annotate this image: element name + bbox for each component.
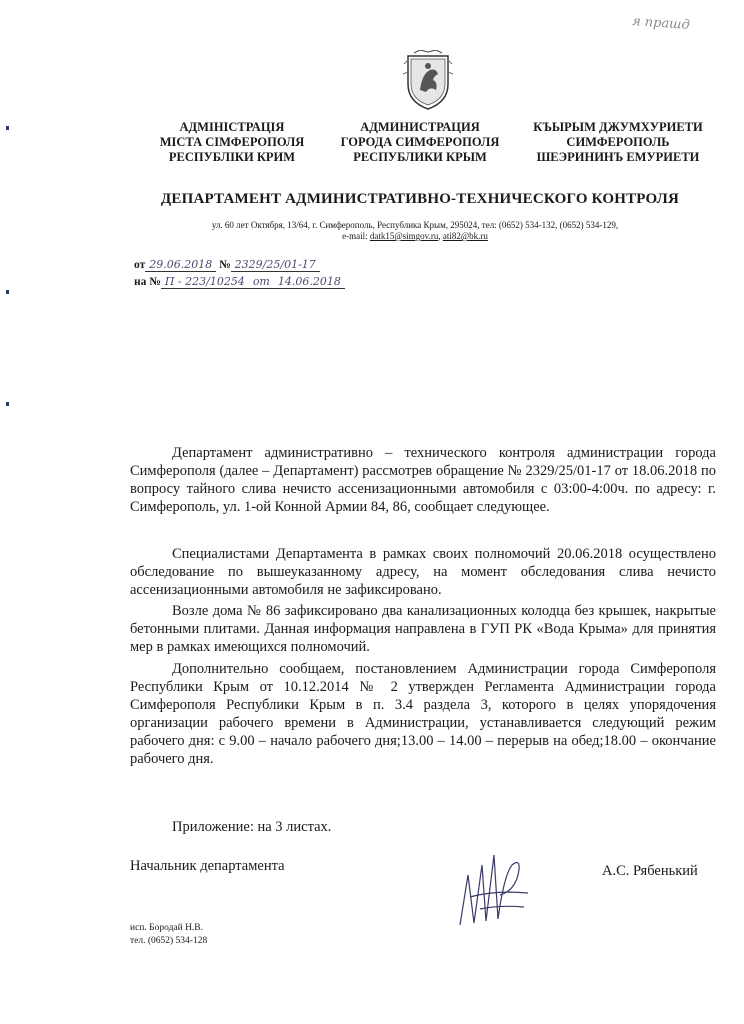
handwritten-signature-icon: [440, 835, 540, 935]
executor-phone: тел. (0652) 534-128: [130, 936, 208, 946]
scan-mark: [6, 290, 9, 294]
signatory-name: А.С. Рябенький: [602, 863, 698, 879]
header-crimean-tatar: [520, 120, 716, 165]
email-line: [170, 231, 660, 242]
from-label: от: [134, 259, 146, 271]
attachment-note: Приложение: на 3 листах.: [172, 819, 332, 835]
signatory-title: Начальник департамента: [130, 858, 285, 874]
executor-name: исп. Бородай Н.В.: [130, 923, 204, 933]
number-label: №: [219, 259, 231, 271]
email-link-2[interactable]: ati82@bk.ru: [442, 231, 488, 241]
scan-mark: [6, 126, 9, 130]
header-ua-line-3: РЕСПУБЛІКИ КРИМ: [168, 150, 296, 164]
body-paragraph-3: Возле дома № 86 зафиксировано два канализационных колодца без крышек, накрытые бетонными плитами. Данная информация направлена в ГУП РК «Вода Крыма» для принятия мер в рамках имеющихся полномочий.: [130, 603, 716, 655]
incoming-reference: [134, 275, 345, 288]
incoming-number: П - 223/10254: [161, 275, 249, 289]
header-ru-line-1: АДМИНИСТРАЦИЯ: [360, 120, 480, 134]
outgoing-reference: [134, 258, 320, 271]
header-crh-line-1: КЪЫРЫМ ДЖУМХУРИЕТИ: [533, 120, 703, 134]
header-ua-line-1: АДМІНІСТРАЦІЯ: [179, 120, 285, 134]
crimea-coat-of-arms-icon: [400, 50, 456, 112]
header-ua-line-2: МІСТА СІМФЕРОПОЛЯ: [159, 135, 305, 149]
header-ru-line-2: ГОРОДА СИМФЕРОПОЛЯ: [340, 135, 500, 149]
email-prefix: e-mail:: [342, 231, 370, 241]
outgoing-date: 29.06.2018: [145, 258, 216, 272]
department-title: ДЕПАРТАМЕНТ АДМИНИСТРАТИВНО-ТЕХНИЧЕСКОГО КОНТРОЛЯ: [160, 191, 680, 207]
incoming-date-label: от: [249, 275, 274, 289]
body-paragraph-2: Специалистами Департамента в рамках своих полномочий 20.06.2018 осуществлено обследование по вышеуказанному адресу, на момент обследования слива нечисто ассенизационными автомобиля не зафиксировано.: [130, 546, 716, 598]
header-crh-line-3: ШЕЭРИНИНЪ ЕМУРИЕТИ: [536, 150, 700, 164]
header-ukrainian: [144, 120, 320, 165]
email-separator: ,: [438, 231, 443, 241]
scan-mark: [6, 402, 9, 406]
address-line: ул. 60 лет Октября, 13/64, г. Симферополь, Республика Крым, 295024, тел: (0652) 534-132, (0652) 534-129,: [211, 220, 619, 230]
handwritten-note: я прашд: [631, 14, 691, 33]
header-russian: [326, 120, 514, 165]
email-link-1[interactable]: datk15@simgov.ru: [369, 231, 439, 241]
outgoing-number: 2329/25/01-17: [231, 258, 320, 272]
reply-label: на №: [134, 276, 161, 288]
incoming-date: 14.06.2018: [274, 275, 345, 289]
body-paragraph-4: Дополнительно сообщаем, постановлением Администрации города Симферополя Республики Крым от 10.12.2014 № 2 утвержден Регламента Администрации города Симферополя Республики Крым в п. 3.4 раздела 3, которого в целях упорядочения организации рабочего времени в Администрации, устанавливается следующий режим рабочего дня: с 9.00 – начало рабочего дня;13.00 – 14.00 – перерыв на обед;18.00 – окончание рабочего дня.: [130, 661, 716, 767]
body-paragraph-1: Департамент административно – технического контроля администрации города Симферополя (далее – Департамент) рассмотрев обращение № 2329/25/01-17 от 18.06.2018 по вопросу тайного слива нечисто ассенизационными автомобиля с 03:00-4:00ч. по адресу: г. Симферополь, ул. 1-ой Конной Армии 84, 86, сообщает следующее.: [130, 445, 716, 515]
header-ru-line-3: РЕСПУБЛИКИ КРЫМ: [353, 150, 487, 164]
address-block: [170, 220, 660, 242]
header-crh-line-2: СИМФЕРОПОЛЬ: [566, 135, 670, 149]
